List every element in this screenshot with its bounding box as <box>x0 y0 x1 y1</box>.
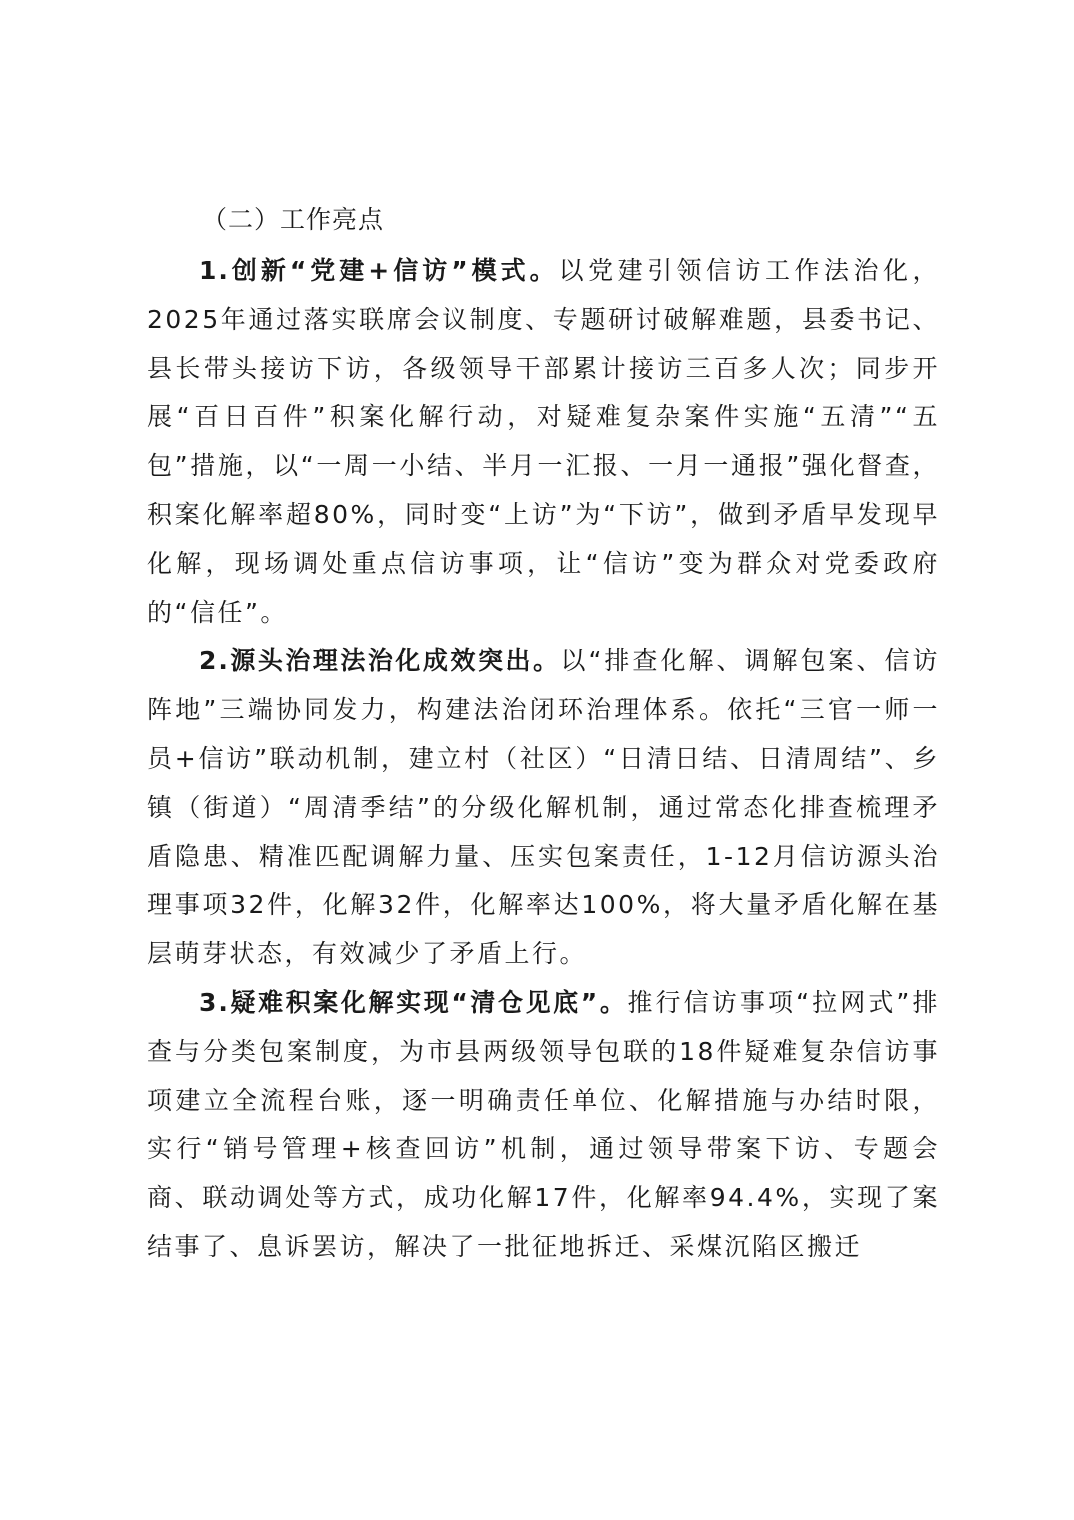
paragraph-lead: 2.源头治理法治化成效突出。 <box>199 646 561 676</box>
paragraph-lead: 3.疑难积案化解实现“清仓见底”。 <box>199 987 628 1017</box>
document-page <box>147 196 940 1272</box>
paragraph-source-governance <box>147 637 940 979</box>
paragraph-body: 以党建引领信访工作法治化，2025年通过落实联席会议制度、专题研讨破解难题，县委书记、县长带头接访下访，各级领导干部累计接访三百多人次；同步开展“百日百件”积案化解行动，对疑难复杂案件实施“五清”“五包”措施，以“一周一小结、半月一汇报、一月一通报”强化督查，积案化解率超80%，同时变“上访”为“下访”，做到矛盾早发现早化解，现场调处重点信访事项，让“信访”变为群众对党委政府的“信任”。 <box>147 256 940 627</box>
paragraph-body: 推行信访事项“拉网式”排查与分类包案制度，为市县两级领导包联的18件疑难复杂信访事项建立全流程台账，逐一明确责任单位、化解措施与办结时限，实行“销号管理+核查回访”机制，通过领导带案下访、专题会商、联动调处等方式，成功化解17件，化解率94.4%，实现了案结事了、息诉罢访，解决了一批征地拆迁、采煤沉陷区搬迁 <box>147 987 940 1261</box>
paragraph-body: 以“排查化解、调解包案、信访阵地”三端协同发力，构建法治闭环治理体系。依托“三官一师一员+信访”联动机制，建立村（社区）“日清日结、日清周结”、乡镇（街道）“周清季结”的分级化解机制，通过常态化排查梳理矛盾隐患、精准匹配调解力量、压实包案责任，1-12月信访源头治理事项32件，化解32件，化解率达100%，将大量矛盾化解在基层萌芽状态，有效减少了矛盾上行。 <box>147 646 940 969</box>
paragraph-party-building <box>147 247 940 637</box>
section-heading: （二）工作亮点 <box>202 205 385 234</box>
paragraph-backlog-cases <box>147 979 940 1272</box>
paragraph-lead: 1.创新“党建+信访”模式。 <box>199 256 559 285</box>
